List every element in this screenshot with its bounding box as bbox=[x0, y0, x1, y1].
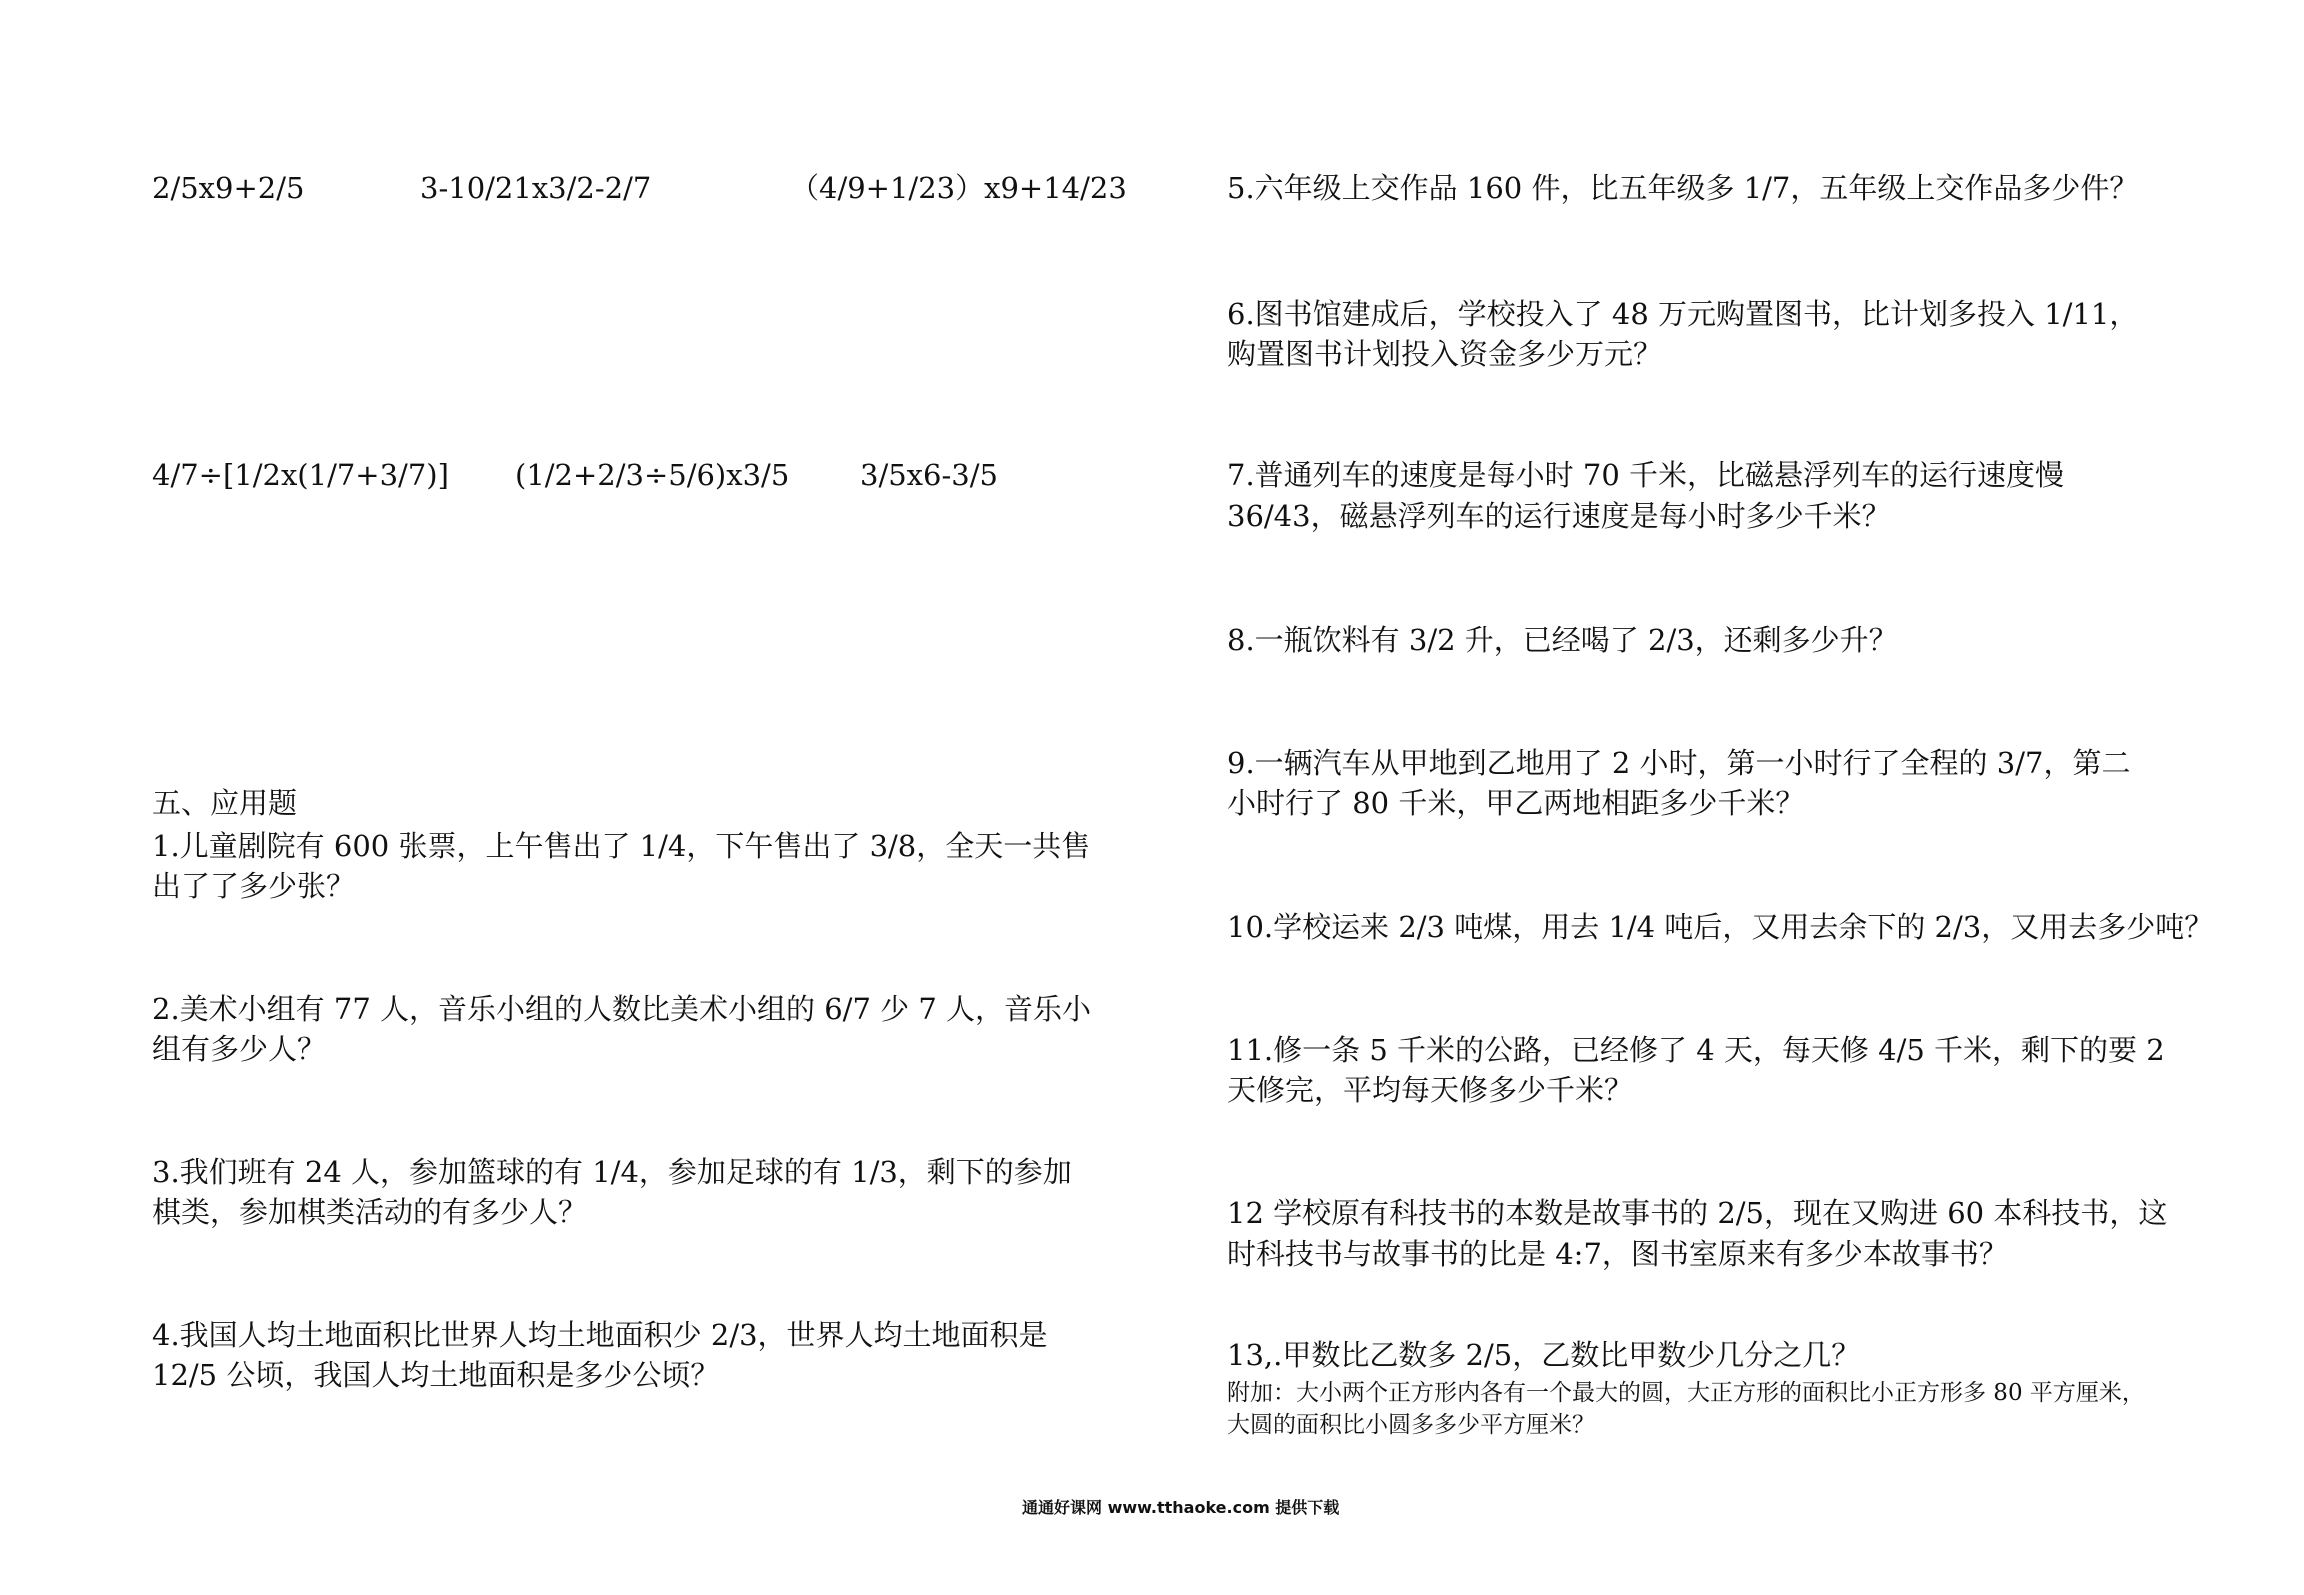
question-2-line-1: 2.美术小组有 77 人，音乐小组的人数比美术小组的 6/7 少 7 人，音乐小 bbox=[152, 992, 1092, 1026]
footer-credit: 通通好课网 www.tthaoke.com 提供下载 bbox=[1022, 1498, 1340, 1517]
question-4-line-1: 4.我国人均土地面积比世界人均土地面积少 2/3，世界人均土地面积是 bbox=[152, 1318, 1048, 1352]
question-12-line-2: 时科技书与故事书的比是 4:7，图书室原来有多少本故事书？ bbox=[1227, 1237, 2008, 1271]
bonus-question-line-1: 附加：大小两个正方形内各有一个最大的圆，大正方形的面积比小正方形多 80 平方厘米， bbox=[1227, 1380, 2145, 1406]
question-9-line-1: 9.一辆汽车从甲地到乙地用了 2 小时，第一小时行了全程的 3/7，第二 bbox=[1227, 746, 2131, 780]
question-11-line-1: 11.修一条 5 千米的公路，已经修了 4 天，每天修 4/5 千米，剩下的要 2 bbox=[1227, 1033, 2165, 1067]
question-6-line-2: 购置图书计划投入资金多少万元？ bbox=[1227, 337, 1663, 371]
question-13-line-1: 13,.甲数比乙数多 2/5，乙数比甲数少几分之几？ bbox=[1227, 1338, 1861, 1372]
question-10-line-1: 10.学校运来 2/3 吨煤，用去 1/4 吨后，又用去余下的 2/3，又用去多少吨？ bbox=[1227, 910, 2214, 944]
calc-expression: 3-10/21x3/2-2/7 bbox=[420, 171, 652, 205]
question-1-line-1: 1.儿童剧院有 600 张票，上午售出了 1/4，下午售出了 3/8，全天一共售 bbox=[152, 829, 1091, 863]
section-title: 五、应用题 bbox=[152, 786, 298, 820]
question-2-line-2: 组有多少人？ bbox=[152, 1032, 327, 1066]
calc-expression: (1/2+2/3÷5/6)x3/5 bbox=[515, 458, 790, 492]
question-11-line-2: 天修完，平均每天修多少千米？ bbox=[1227, 1073, 1634, 1107]
question-7-line-1: 7.普通列车的速度是每小时 70 千米，比磁悬浮列车的运行速度慢 bbox=[1227, 458, 2065, 492]
question-3-line-2: 棋类，参加棋类活动的有多少人？ bbox=[152, 1195, 588, 1229]
question-5-line-1: 5.六年级上交作品 160 件，比五年级多 1/7，五年级上交作品多少件？ bbox=[1227, 171, 2139, 205]
question-12-line-1: 12 学校原有科技书的本数是故事书的 2/5，现在又购进 60 本科技书，这 bbox=[1227, 1196, 2168, 1230]
question-3-line-1: 3.我们班有 24 人，参加篮球的有 1/4，参加足球的有 1/3，剩下的参加 bbox=[152, 1155, 1072, 1189]
calc-expression: 3/5x6-3/5 bbox=[860, 458, 998, 492]
question-7-line-2: 36/43，磁悬浮列车的运行速度是每小时多少千米？ bbox=[1227, 499, 1891, 533]
question-6-line-1: 6.图书馆建成后，学校投入了 48 万元购置图书，比计划多投入 1/11， bbox=[1227, 297, 2139, 331]
question-8-line-1: 8.一瓶饮料有 3/2 升，已经喝了 2/3，还剩多少升？ bbox=[1227, 623, 1898, 657]
question-9-line-2: 小时行了 80 千米，甲乙两地相距多少千米？ bbox=[1227, 786, 1805, 820]
calc-expression: （4/9+1/23）x9+14/23 bbox=[790, 171, 1127, 205]
calc-expression: 4/7÷[1/2x(1/7+3/7)] bbox=[152, 458, 449, 492]
question-1-line-2: 出了了多少张？ bbox=[152, 869, 356, 903]
calc-expression: 2/5x9+2/5 bbox=[152, 171, 305, 205]
bonus-question-line-2: 大圆的面积比小圆多多少平方厘米？ bbox=[1227, 1412, 1595, 1438]
question-4-line-2: 12/5 公顷，我国人均土地面积是多少公顷？ bbox=[152, 1358, 720, 1392]
